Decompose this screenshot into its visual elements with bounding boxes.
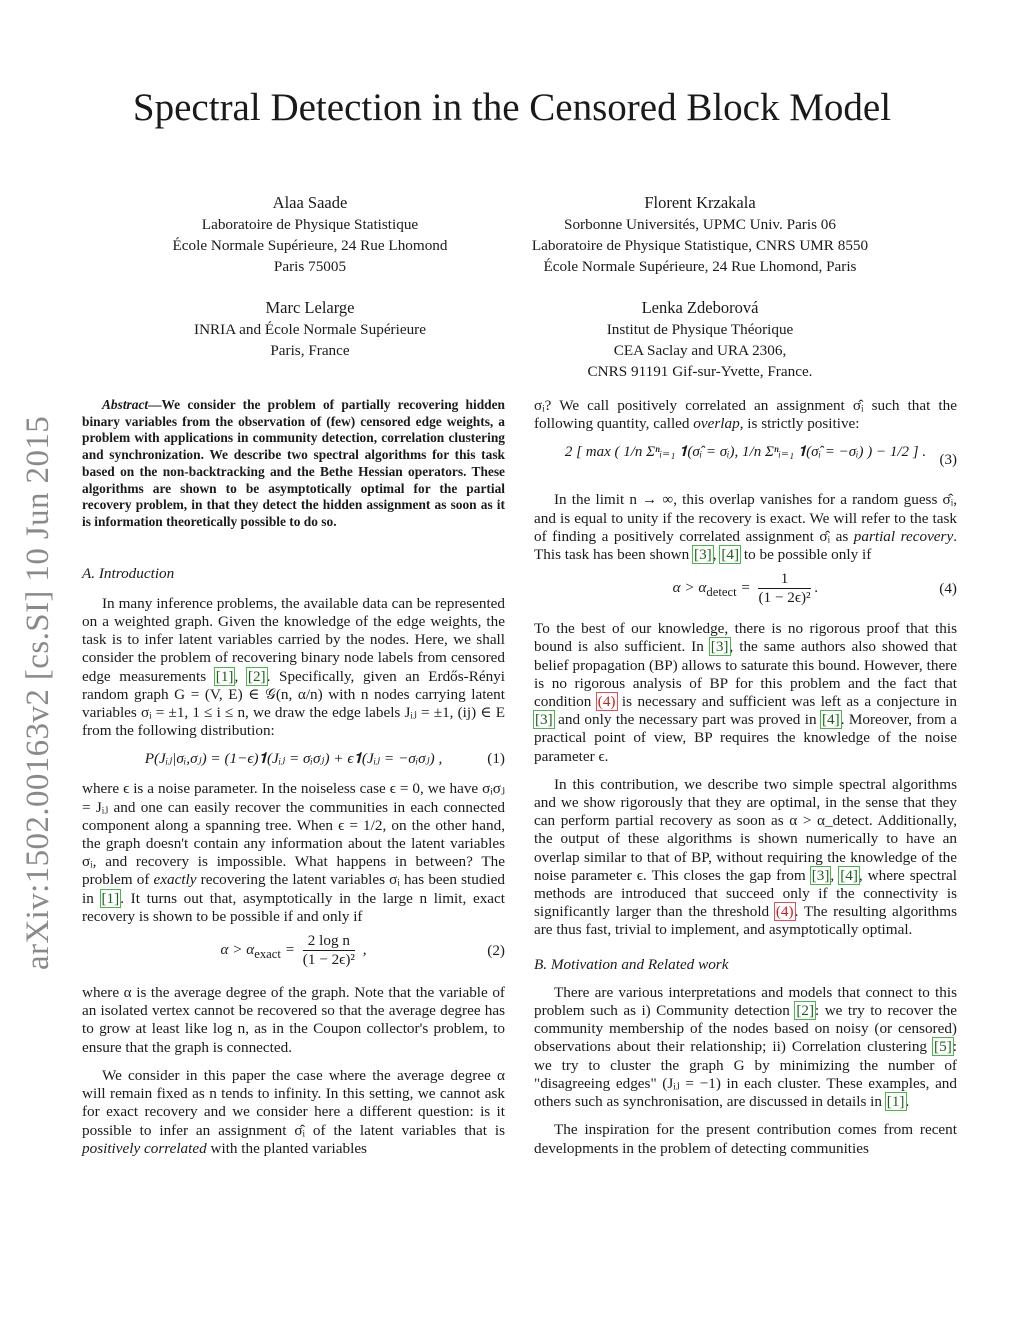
- equation-ref-link[interactable]: (4): [597, 693, 616, 711]
- citation-link[interactable]: [3]: [535, 711, 553, 729]
- author-affiliation: CEA Saclay and URA 2306,: [613, 342, 787, 359]
- section-heading-motivation: B. Motivation and Related work: [534, 955, 729, 973]
- author-affiliation: Laboratoire de Physique Statistique, CNRS UMR 8550: [531, 237, 869, 254]
- citation-link[interactable]: [4]: [821, 711, 840, 729]
- author-affiliation: Laboratoire de Physique Statistique: [201, 216, 419, 233]
- abstract-label: Abstract: [102, 397, 149, 412]
- citation-link[interactable]: [3]: [811, 866, 830, 884]
- section-heading-introduction: A. Introduction: [82, 564, 175, 582]
- author-block-4: [540, 297, 860, 382]
- citation-link[interactable]: [4]: [721, 546, 740, 564]
- equation-ref-link[interactable]: (4): [775, 903, 794, 921]
- right-column: [534, 397, 957, 1158]
- author-affiliation: Institut de Physique Théorique: [606, 321, 794, 338]
- equation-3: 2 [ max ( 1/n Σⁿᵢ₌₁ 𝟏(σ̂ᵢ = σᵢ), 1/n Σⁿᵢ₌₁ 𝟏(σ̂ᵢ = −σᵢ) ) − 1/2 ] . (3): [564, 444, 957, 469]
- author-affiliation: Paris, France: [270, 342, 350, 359]
- citation-link[interactable]: [3]: [710, 638, 729, 656]
- citation-link[interactable]: [1]: [886, 1093, 905, 1111]
- equation-2: $\alpha > \alpha_{exact}$ = $\frac{\text{2 log n}}{\text{(1 − 2ϵ)²}}$ , (2): [220, 932, 505, 969]
- paragraph: To the best of our knowledge, there is no rigorous proof that this bound is also sufficient. In [3], the same authors also showed that belief propagation (BP) allows to saturate this bound. However, there is no rigorous analysis of BP for this problem and the fact that condition (4) is necessary and sufficient was left as a conjecture in [3] and only the necessary part was proved in [4]. Moreover, from a practical point of view, BP requires the knowledge of the noise parameter ϵ.: [534, 620, 958, 765]
- fraction: $\frac{1}{\text{(1 − 2ϵ)²}}$: [758, 570, 811, 607]
- author-affiliation: Paris 75005: [273, 258, 347, 275]
- citation-link[interactable]: [3]: [694, 546, 712, 564]
- citation-link[interactable]: [2]: [796, 1002, 815, 1020]
- author-name: Marc Lelarge: [265, 298, 355, 317]
- equation-number: (4): [939, 580, 957, 598]
- paragraph: There are various interpretations and models that connect to this problem such as i) Community detection [2]: we try to recover the community membership of the nodes based on noisy (or censored) observations about their relationship; ii) Correlation clustering [5]: we try to cluster the graph G by minimizing the number of "disagreeing edges" (Jᵢⱼ = −1) in each cluster. These examples, and others such as synchronisation, are discussed in details in [1].: [534, 983, 957, 1111]
- equation-number: (3): [939, 452, 957, 469]
- paragraph: In the limit n → ∞, this overlap vanishes for a random guess σ̂ᵢ, and is equal to unity if the recovery is exact. We will refer to the task of finding a positively correlated assignment σ̂ᵢ as partial recovery. This task has been shown [3], [4] to be possible only if: [534, 491, 957, 564]
- abstract: Abstract—We consider the problem of partially recovering hidden binary variables from the observation of (few) censored edge weights, a problem with applications in community detection, correlation clustering and synchronization. We describe two spectral algorithms for this task based on the non-backtracking and the Bethe Hessian operators. These algorithms are shown to be asymptotically optimal for the partial recovery problem, in that they detect the hidden assignment as soon as it is information theoretically possible to do so.: [82, 397, 505, 529]
- citation-link[interactable]: [1]: [215, 667, 234, 685]
- author-block-3: [140, 297, 480, 361]
- arxiv-stamp: arXiv:1502.00163v2 [cs.SI] 10 Jun 2015: [20, 415, 56, 970]
- equation-1: P(Jᵢⱼ|σᵢ,σⱼ) = (1−ϵ)𝟏(Jᵢⱼ = σᵢσⱼ) + ϵ𝟏(Jᵢⱼ = −σᵢσⱼ) , (1): [144, 750, 505, 768]
- author-affiliation: Sorbonne Universités, UPMC Univ. Paris 06: [564, 216, 836, 233]
- paper-title: Spectral Detection in the Censored Block Model: [132, 86, 892, 129]
- paragraph: In many inference problems, the available data can be represented on a weighted graph. Given the knowledge of the edge weights, the task is to infer latent variables carried by the nodes. Here, we shall consider the problem of recovering binary node labels from censored edge measurements [1], [2]. Specifically, given an Erdős-Rényi random graph G = (V, E) ∈ 𝒢(n, α/n) with n nodes carrying latent variables σᵢ = ±1, 1 ≤ i ≤ n, we draw the edge labels Jᵢⱼ = ±1, (ij) ∈ E from the following distribution:: [82, 594, 506, 740]
- citation-link[interactable]: [1]: [101, 889, 120, 907]
- author-affiliation: École Normale Supérieure, 24 Rue Lhomond, Paris: [543, 258, 857, 275]
- paragraph: where α is the average degree of the graph. Note that the variable of an isolated vertex cannot be recovered so that the average degree has to grow at least like log n, as in the Coupon collector's problem, to ensure that the graph is connected.: [82, 984, 505, 1056]
- left-column: [82, 397, 505, 1158]
- author-block-2: [500, 192, 900, 277]
- citation-link[interactable]: [4]: [840, 866, 858, 884]
- paragraph: We consider in this paper the case where the average degree α will remain fixed as n tends to infinity. In this setting, we cannot ask for exact recovery and we consider here a different question: is it possible to infer an assignment σ̂ᵢ of the latent variables that is positively correlated with the planted variables: [82, 1066, 505, 1157]
- citation-link[interactable]: [5]: [934, 1038, 952, 1056]
- paragraph: where ϵ is a noise parameter. In the noiseless case ϵ = 0, we have σᵢσⱼ = Jᵢⱼ and one can easily recover the communities in each connected component along a spanning tree. When ϵ = 1/2, on the other hand, the graph doesn't contain any information about the latent variables σᵢ, and recovery is impossible. What happens in between? The problem of exactly recovering the latent variables σᵢ has been studied in [1]. It turns out that, asymptotically in the large n limit, exact recovery is shown to be possible if and only if: [82, 780, 506, 925]
- paragraph: σᵢ? We call positively correlated an assignment σ̂ᵢ such that the following quantity, called overlap, is strictly positive:: [534, 397, 957, 433]
- author-name: Lenka Zdeborová: [641, 298, 759, 317]
- author-block-1: [140, 192, 480, 277]
- author-name: Alaa Saade: [272, 193, 348, 212]
- author-name: Florent Krzakala: [644, 193, 756, 212]
- citation-link[interactable]: [2]: [247, 667, 266, 685]
- equation-number: (2): [487, 942, 505, 960]
- equation-4: $\alpha > \alpha_{detect}$ = $\frac{1}{\text{(1 − 2ϵ)²}}$ . (4): [672, 570, 957, 607]
- equation-number: (1): [487, 750, 505, 768]
- fraction: $\frac{\text{2 log n}}{\text{(1 − 2ϵ)²}}$: [302, 932, 355, 969]
- author-affiliation: École Normale Supérieure, 24 Rue Lhomond: [172, 237, 448, 254]
- paragraph: In this contribution, we describe two simple spectral algorithms and we show rigorously that they are optimal, in the sense that they can perform partial recovery as soon as α > α_detect. Additionally, the output of these algorithms is shown numerically to have an overlap similar to that of BP, without requiring the knowledge of the noise parameter ϵ. This closes the gap from [3], [4], where spectral methods are introduced that succeed only if the connectivity is significantly larger than the threshold (4). The resulting algorithms are thus fast, trivial to implement, and asymptotically optimal.: [534, 775, 957, 939]
- author-affiliation: INRIA and École Normale Supérieure: [194, 321, 426, 338]
- author-affiliation: CNRS 91191 Gif-sur-Yvette, France.: [587, 363, 813, 380]
- paragraph: The inspiration for the present contribution comes from recent developments in the problem of detecting communities: [534, 1121, 957, 1157]
